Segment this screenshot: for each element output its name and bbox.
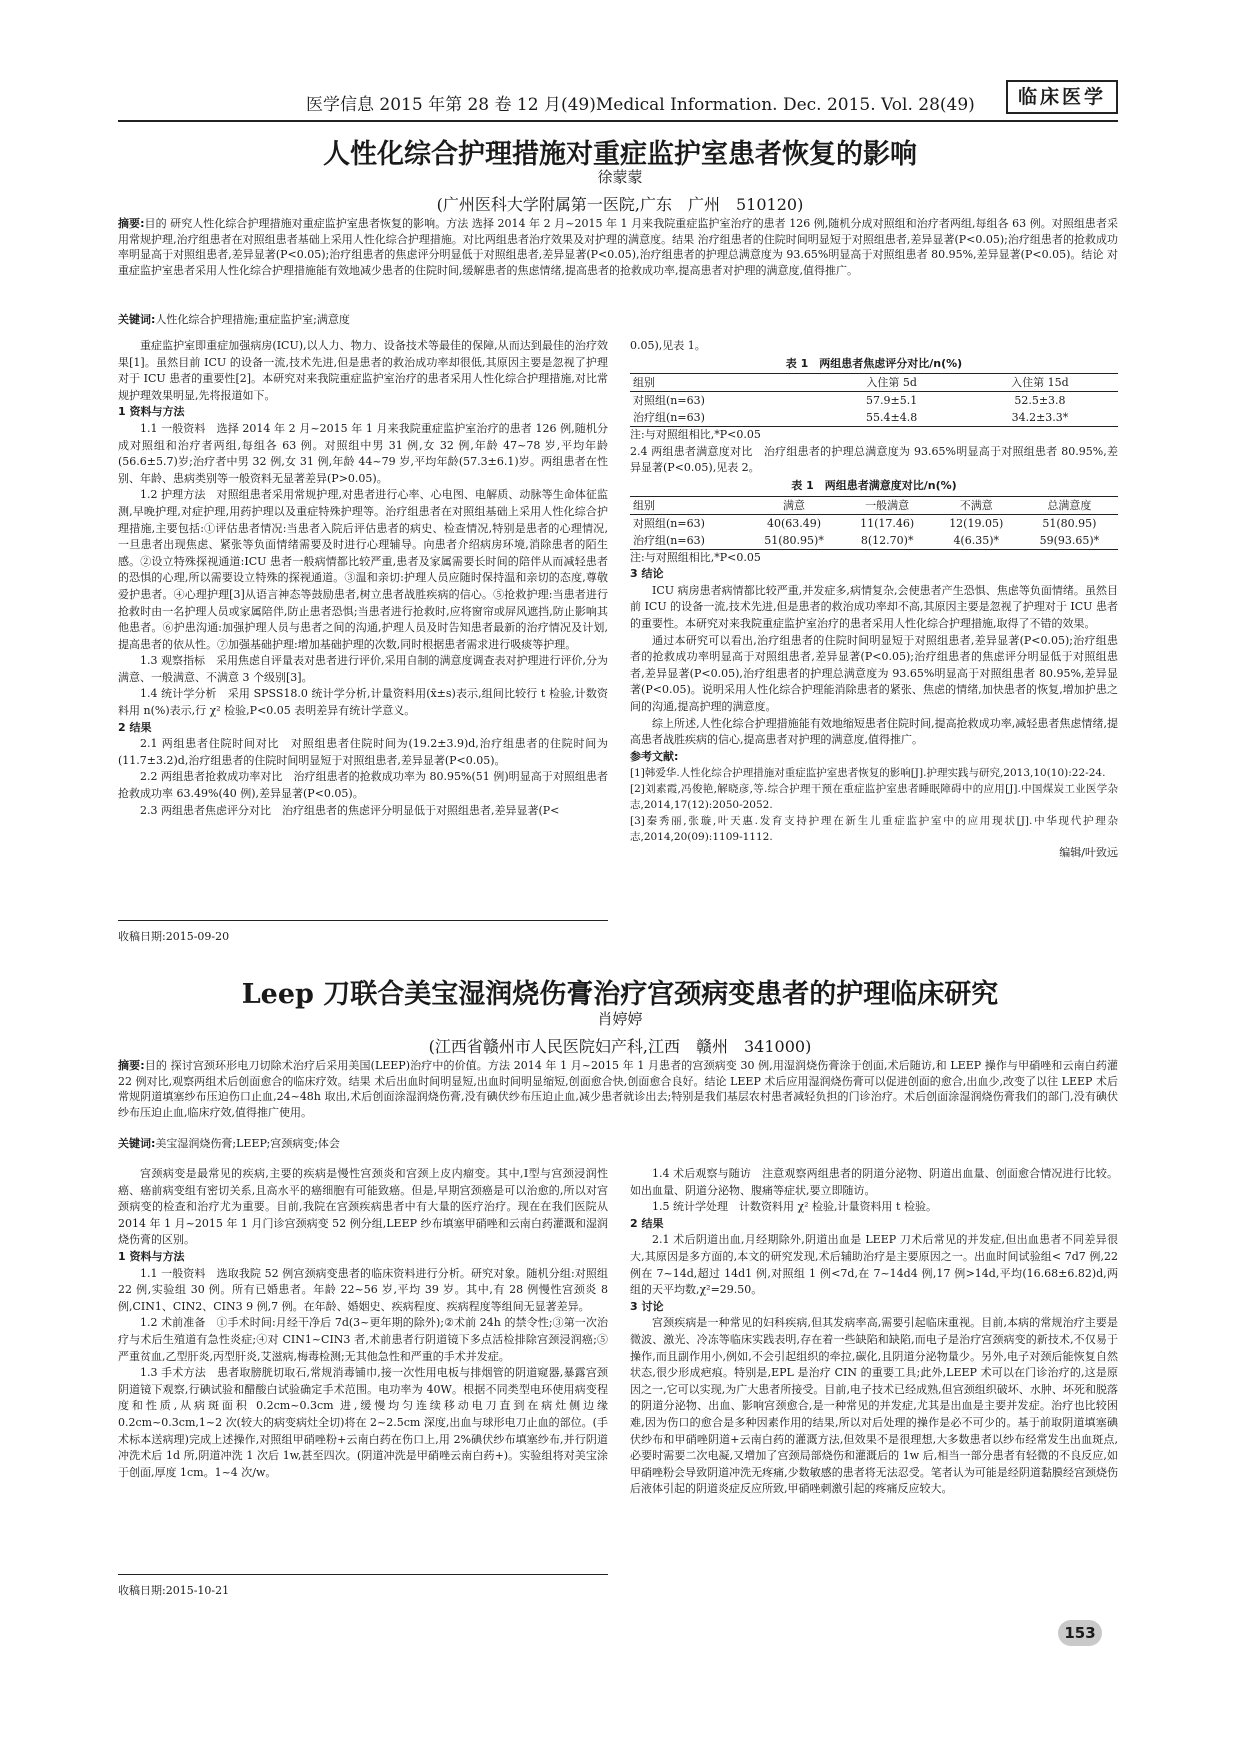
table-cell: 8(12.70)* bbox=[860, 533, 914, 547]
keywords-label: 关键词: bbox=[118, 313, 156, 326]
body-paragraph: 2.1 两组患者住院时间对比 对照组患者住院时间为(19.2±3.9)d,治疗组患者的住院时间为(11.7±3.2)d,治疗组患者的住院时间明显短于对照组患者,差异显著(P<0.05)。 bbox=[118, 737, 608, 767]
table-header-cell: 入住第 5d bbox=[866, 376, 917, 390]
table2-satisfaction bbox=[630, 496, 1118, 550]
result-2-4: 2.4 两组患者满意度对比 治疗组患者的护理总满意度为 93.65%明显高于对照组患者 80.95%,差异显著(P<0.05),见表 2。 bbox=[630, 444, 1118, 475]
body-paragraph: 2.1 术后阴道出血,月经期除外,阴道出血是 LEEP 刀术后常见的并发症,但出血患者不同差异很大,其原因是多方面的,本文的研究发现,术后辅助治疗是主要原因之一。出血时间试验组< 7d7 例,22 例在 7~14d,超过 14d1 例,对照组 1 例<7d,在 7~14d4 例,17 例>14d,平均(16.68±6.82)d,两组的天平均数,χ²=29.50。 bbox=[630, 1233, 1118, 1297]
table-cell: 对照组(n=63) bbox=[633, 394, 705, 408]
page-number-badge: 153 bbox=[1058, 1620, 1102, 1646]
conclusion-section bbox=[630, 566, 1118, 765]
table-cell: 51(80.95)* bbox=[764, 533, 824, 547]
article2-abstract bbox=[118, 1058, 1118, 1120]
abstract-label: 摘要: bbox=[118, 1059, 145, 1072]
section-heading: 1 资料与方法 bbox=[118, 405, 185, 419]
body-paragraph: 1.1 一般资料 选取我院 52 例宫颈病变患者的临床资料进行分析。研究对象。随机分组:对照组 22 例,实验组 30 例。所有已婚患者。年龄 22~56 岁,平均 39 岁。其中,有 28 例慢性宫颈炎 8 例,CIN1、CIN2、CIN3 9 例,7 例。在年龄、婚姻史、疾病程度、疾病程度等组间无显著差异。 bbox=[118, 1266, 608, 1313]
article2-author: 肖婷婷 bbox=[597, 1010, 643, 1028]
section-heading: 2 结果 bbox=[630, 1216, 664, 1230]
body-paragraph: 2.2 两组患者抢救成功率对比 治疗组患者的抢救成功率为 80.95%(51 例)明显高于对照组患者抢救成功率 63.49%(40 例),差异显著(P<0.05)。 bbox=[118, 770, 608, 801]
body-paragraph: 1.1 一般资料 选择 2014 年 2 月~2015 年 1 月来我院重症监护室治疗的患者 126 例,随机分成对照组和治疗者两组,每组各 63 例。对照组中男 31 例,女 32 例,年龄 47~78 岁,平均年龄(56.6±5.7)岁;治疗者中男 32 例,女 31 例,年龄 44~79 岁,平均年龄(57.3±6.1)岁。两组患者在性别、年龄、患病类别等一般资料无显著差异(P>0.05)。 bbox=[118, 421, 608, 485]
table-cell: 40(63.49) bbox=[767, 516, 822, 530]
article2-keywords bbox=[118, 1136, 1118, 1151]
references bbox=[630, 765, 1118, 845]
body-paragraph: 1.5 统计学处理 计数资料用 χ² 检验,计量资料用 t 检验。 bbox=[652, 1200, 937, 1214]
table-row bbox=[630, 409, 1118, 427]
article2-right-column bbox=[630, 1166, 1118, 1498]
article1-abstract bbox=[118, 216, 1118, 278]
table-header-cell: 组别 bbox=[633, 498, 655, 512]
footnote-rule bbox=[118, 1574, 608, 1575]
section-heading: 1 资料与方法 bbox=[118, 1249, 185, 1263]
table1-anxiety-scores bbox=[630, 373, 1118, 427]
body-paragraph: 1.2 护理方法 对照组患者采用常规护理,对患者进行心率、心电图、电解质、动脉等生命体征监测,早晚护理,对症护理,用药护理以及重症特殊护理等。治疗组患者在对照组基础上采用人性化综合护理措施,主要包括:①评估患者情况:当患者入院后评估患者的病史、检查情况,特别是患者的心理情况,一旦患者出现焦虑、紧张等负面情绪需要及时进行心理辅导。向患者介绍病房环境,消除患者的陌生感。②设立特殊探视通道:ICU 患者一般病情都比较严重,患者及家属需要长时间的陪伴从而减轻患者的恐惧的心理,所以需要设立特殊的探视通道。③温和亲切:护理人员应随时保持温和亲切的态度,尊敬爱护患者。④心理护理[3]从语言神态等鼓励患者,树立患者战胜疾病的信心。⑤抢救护理:当患者进行抢救时由一名护理人员或家属陪伴,防止患者恐惧;当患者进行抢救时,应将窗帘或屏风遮挡,防止影响其他患者。⑥护患沟通:加强护理人员与患者之间的沟通,护理人员及时告知患者最新的治疗情况及计划,提高患者的依从性。⑦加强基础护理:增加基础护理的次数,同时根据患者需求进行吸痰等护理。 bbox=[118, 488, 608, 651]
keywords-label: 关键词: bbox=[118, 1137, 156, 1150]
article2-affiliation: (江西省赣州市人民医院妇产科,江西 赣州 341000) bbox=[428, 1037, 812, 1056]
body-paragraph: 1.3 观察指标 采用焦虑自评量表对患者进行评价,采用自制的满意度调查表对护理进行评价,分为满意、一般满意、不满意 3 个级别[3]。 bbox=[118, 654, 608, 684]
table-cell: 57.9±5.1 bbox=[866, 394, 918, 408]
table-header-cell: 组别 bbox=[633, 376, 655, 390]
reference-item: [3]秦秀丽,张璇,叶天惠.发育支持护理在新生儿重症监护室中的应用现状[J].中华现代护理杂志,2014,20(09):1109-1112. bbox=[630, 815, 1118, 844]
table-cell: 11(17.46) bbox=[860, 516, 915, 530]
table-header-cell: 入住第 15d bbox=[1011, 376, 1069, 390]
keywords-text: 美宝湿润烧伤膏;LEEP;宫颈病变;体会 bbox=[155, 1137, 340, 1150]
body-paragraph: 宫颈疾病是一种常见的妇科疾病,但其发病率高,需要引起临床重视。目前,本病的常规治疗主要是微波、激光、冷冻等临床实践表明,存在着一些缺陷和缺陷,而电子是治疗宫颈病变的新技术,不仅易于操作,而且副作用小,例如,不会引起组织的牵拉,碳化,且阴道分泌物量少。另外,电子对颈后能恢复自然状态,很少形成疤痕。特别是,EPL 是治疗 CIN 的重要工具;此外,LEEP 术可以在门诊治疗的,这是原因之一,它可以实现,为广大患者所接受。目前,电子技术已经成熟,但宫颈组织破坏、水肿、坏死和脱落的阴道分泌物、出血、影响宫颈愈合,是一种常见的并发症,尤其是出血是主要并发症。治疗也比较困难,因为伤口的愈合是多种因素作用的结果,所以对后处理的操作是必不可少的。基于前取阴道填塞碘伏纱布和甲硝唑阴道+云南白药的灌溉方法,但效果不是很理想,大多数患者以纱布经常发生出血斑点,必要时需要二次电凝,又增加了宫颈局部烧伤和灌溉后的 1w 后,相当一部分患者有轻微的不良反应,如甲硝唑粉会导致阴道冲洗无疼痛,少数敏感的患者将无法忍受。笔者认为可能是经阴道黏膜经宫颈烧伤后液体引起的阴道炎症反应所致,甲硝唑刺激引起的疼痛反应较大。 bbox=[630, 1316, 1118, 1496]
body-paragraph: 1.3 手术方法 患者取膀胱切取石,常规消毒铺巾,接一次性用电板与排烟管的阴道窥器,暴露宫颈阴道镜下观察,行碘试验和醋酸白试验确定手术范围。电功率为 40W。根据不同类型电环使用病变程度和性质,从病斑面积 0.2cm~0.3cm 进,缓慢均匀连续移动电刀直到在病灶侧边缘 0.2cm~0.3cm,1~2 次(较大的病变病灶全切)将在 2~2.5cm 深度,出血与球形电刀止血的部位。(手术标本送病理)完成上述操作,对照组甲硝唑粉+云南白药在伤口上,用 2%碘伏纱布填塞纱布,并行阴道冲洗术后 1d 所,阴道冲洗 1 次后 1w,甚至四次。(阴道冲洗是甲硝唑云南白药+)。实验组将对美宝涂于创面,厚度 1cm。1~4 次/w。 bbox=[118, 1366, 608, 1479]
section-heading: 2 结果 bbox=[118, 720, 152, 734]
running-header bbox=[118, 88, 1118, 122]
table-cell: 治疗组(n=63) bbox=[633, 411, 705, 425]
body-paragraph: 宫颈病变是最常见的疾病,主要的疾病是慢性宫颈炎和宫颈上皮内瘤变。其中,Ⅰ型与宫颈浸润性癌、癌前病变组有密切关系,且高水平的癌细胞有可能致癌。但是,早期宫颈癌是可以治愈的,所以对宫颈病变的检查和治疗尤为重要。目前,我院在宫颈疾病患者中有大量的医疗治疗。现在在我们医院从 2014 年 1 月~2015 年 1 月门诊宫颈病变 52 例分组,LEEP 纱布填塞甲硝唑和云南白药灌溉和湿润烧伤膏的区别。 bbox=[118, 1167, 608, 1247]
section-tag: 临床医学 bbox=[1006, 80, 1118, 114]
body-paragraph: 通过本研究可以看出,治疗组患者的住院时间明显短于对照组患者,差异显著(P<0.05);治疗组患者的抢救成功率明显高于对照组患者,差异显著(P<0.05);治疗组患者的焦虑评分明显低于对照组患者,差异显著(P<0.05),治疗组患者的护理总满意度为 93.65%明显高于对照组患者 80.95%,差异显著(P<0.05)。说明采用人性化综合护理能消除患者的紧张、焦虑的情绪,加快患者的恢复,增加护患之间的沟通,提高护理的满意度。 bbox=[630, 633, 1118, 713]
table-cell: 55.4±4.8 bbox=[866, 411, 918, 425]
table-intro: 0.05),见表 1。 bbox=[630, 339, 706, 352]
table-cell: 4(6.35)* bbox=[953, 533, 1000, 547]
keywords-text: 人性化综合护理措施;重症监护室;满意度 bbox=[155, 313, 350, 326]
article1-received-date: 收稿日期:2015-09-20 bbox=[118, 930, 230, 943]
article1-keywords bbox=[118, 312, 1118, 327]
body-paragraph: ICU 病房患者病情都比较严重,并发症多,病情复杂,会使患者产生恐惧、焦虑等负面情绪。虽然目前 ICU 的设备一流,技术先进,但是患者的救治成功率却不高,其原因主要是忽视了护理对于 ICU 患者的重要性。本研究对来我院重症监护室治疗的患者采用人性化综合护理措施,取得了不错的效果。 bbox=[630, 583, 1118, 630]
table-header-cell: 总满意度 bbox=[1047, 498, 1092, 512]
article2-received-date: 收稿日期:2015-10-21 bbox=[118, 1584, 230, 1597]
reference-item: [1]韩爱华.人性化综合护理措施对重症监护室患者恢复的影响[J].护理实践与研究,2013,10(10):22-24. bbox=[630, 767, 1106, 780]
table-row bbox=[630, 514, 1118, 532]
table1-note: 注:与对照组相比,*P<0.05 bbox=[630, 428, 761, 442]
abstract-label: 摘要: bbox=[118, 217, 145, 230]
article1-left-column bbox=[118, 338, 608, 819]
table-cell: 治疗组(n=63) bbox=[633, 533, 705, 547]
table-header-cell: 不满意 bbox=[959, 498, 993, 512]
article1-affiliation: (广州医科大学附属第一医院,广东 广州 510120) bbox=[436, 195, 804, 214]
table-row bbox=[630, 392, 1118, 410]
table1-caption: 表 1 两组患者焦虑评分对比/n(%) bbox=[785, 356, 963, 370]
body-paragraph: 1.4 术后观察与随访 注意观察两组患者的阴道分泌物、阴道出血量、创面愈合情况进行比较。如出血量、阴道分泌物、腹痛等症状,要立即随访。 bbox=[630, 1167, 1118, 1197]
body-paragraph: 重症监护室即重症加强病房(ICU),以人力、物力、设备技术等最佳的保障,从而达到最佳的治疗效果[1]。虽然目前 ICU 的设备一流,技术先进,但是患者的救治成功率却很低,其原因主要是忽视了护理对于 ICU 患者的重要性[2]。本研究对来我院重症监护室治疗的患者采用人性化综合护理措施,对比常规护理效果明显,先将报道如下。 bbox=[118, 339, 608, 402]
section-heading: 参考文献: bbox=[630, 749, 679, 763]
table2-caption: 表 1 两组患者满意度对比/n(%) bbox=[791, 478, 957, 492]
body-paragraph: 1.2 术前准备 ①手术时间:月经干净后 7d(3~更年期的除外);②术前 24h 的禁令性;③第一次治疗与术后生殖道有急性炎症;④对 CIN1~CIN3 者,术前患者行阴道镜下多点活检排除宫颈浸润癌;⑤严重贫血,乙型肝炎,丙型肝炎,艾滋病,梅毒检测;无其他急性和严重的手术并发症。 bbox=[118, 1316, 608, 1363]
article1-author: 徐蒙蒙 bbox=[597, 168, 643, 186]
reference-item: [2]刘素霞,冯俊艳,解晓彦,等.综合护理干预在重症监护室患者睡眠障碍中的应用[J].中国煤炭工业医学杂志,2014,17(12):2050-2052. bbox=[630, 783, 1118, 812]
article2-title: Leep 刀联合美宝湿润烧伤膏治疗宫颈病变患者的护理临床研究 bbox=[241, 979, 999, 1010]
table-cell: 12(19.05) bbox=[949, 516, 1004, 530]
editor-note: 编辑/叶致远 bbox=[1059, 846, 1118, 860]
table-cell: 51(80.95) bbox=[1042, 516, 1097, 530]
body-paragraph: 综上所述,人性化综合护理措施能有效地缩短患者住院时间,提高抢救成功率,减轻患者焦虑情绪,提高患者战胜疾病的信心,提高患者对护理的满意度,值得推广。 bbox=[630, 716, 1118, 747]
article2-left-column bbox=[118, 1166, 608, 1481]
section-heading: 3 结论 bbox=[630, 567, 664, 581]
section-heading: 3 讨论 bbox=[630, 1299, 664, 1313]
table-row bbox=[630, 532, 1118, 550]
table-header-cell: 一般满意 bbox=[865, 498, 910, 512]
table-cell: 对照组(n=63) bbox=[633, 516, 705, 530]
table-cell: 59(93.65)* bbox=[1039, 533, 1100, 547]
article1-title: 人性化综合护理措施对重症监护室患者恢复的影响 bbox=[323, 139, 917, 170]
footnote-rule bbox=[118, 920, 608, 921]
body-paragraph: 2.3 两组患者焦虑评分对比 治疗组患者的焦虑评分明显低于对照组患者,差异显著(P< bbox=[140, 803, 560, 817]
body-paragraph: 1.4 统计学分析 采用 SPSS18.0 统计学分析,计量资料用(x̄±s)表示,组间比较行 t 检验,计数资料用 n(%)表示,行 χ² 检验,P<0.05 表明差异有统计学意义。 bbox=[118, 687, 608, 718]
table-header-cell: 满意 bbox=[783, 498, 806, 512]
journal-citation: 医学信息 2015 年第 28 卷 12 月(49)Medical Information. Dec. 2015. Vol. 28(49) bbox=[306, 95, 975, 115]
abstract-text: 目的 探讨宫颈环形电刀切除术治疗后采用美国(LEEP)治疗中的价值。方法 2014 年 1 月~2015 年 1 月患者的宫颈病变 30 例,用湿润烧伤膏涂于创面,术后随访,和 LEEP 操作与甲硝唑和云南白药灌 22 例对比,观察两组术后创面愈合的临床疗效。结果 术后出血时间明显短,出血时间明显缩短,创面愈合快,创面愈合良好。结论 LEEP 术后应用湿润烧伤膏可以促进创面的愈合,出血少,改变了以往 LEEP 术后常规阴道填塞纱布压迫伤口止血,24~48h 取出,术后创面涂湿润烧伤膏,没有碘伏纱布压迫止血,减少患者就诊出去;特别是我们基层农村患者减轻负担的门诊治疗。术后创面涂湿润烧伤膏我们的部门,没有碘伏纱布压迫止血,临床疗效,值得推广使用。 bbox=[118, 1059, 1118, 1119]
table2-note: 注:与对照组相比,*P<0.05 bbox=[630, 550, 761, 564]
article1-right-column bbox=[630, 338, 1118, 862]
table-cell: 34.2±3.3* bbox=[1011, 411, 1069, 425]
table-cell: 52.5±3.8 bbox=[1014, 394, 1066, 408]
abstract-text: 目的 研究人性化综合护理措施对重症监护室患者恢复的影响。方法 选择 2014 年 2 月~2015 年 1 月来我院重症监护室治疗的患者 126 例,随机分成对照组和治疗者两组,每组各 63 例。对照组患者采用常规护理,治疗组患者在对照组患者基础上采用人性化综合护理措施。对比两组患者治疗效果及对护理的满意度。结果 治疗组患者的住院时间明显短于对照组患者,差异显著(P<0.05);治疗组患者的抢救成功率明显高于对照组患者,差异显著(P<0.05);治疗组患者的焦虑评分明显低于对照组患者,差异显著(P<0.05),治疗组患者的护理总满意度为 93.65%明显高于对照组患者 80.95%,差异显著(P<0.05)。结论 对重症监护室患者采用人性化综合护理措施能有效地减少患者的住院时间,缓解患者的焦虑情绪,提高患者的抢救成功率,提高患者对护理的满意度,值得推广。 bbox=[118, 217, 1119, 277]
